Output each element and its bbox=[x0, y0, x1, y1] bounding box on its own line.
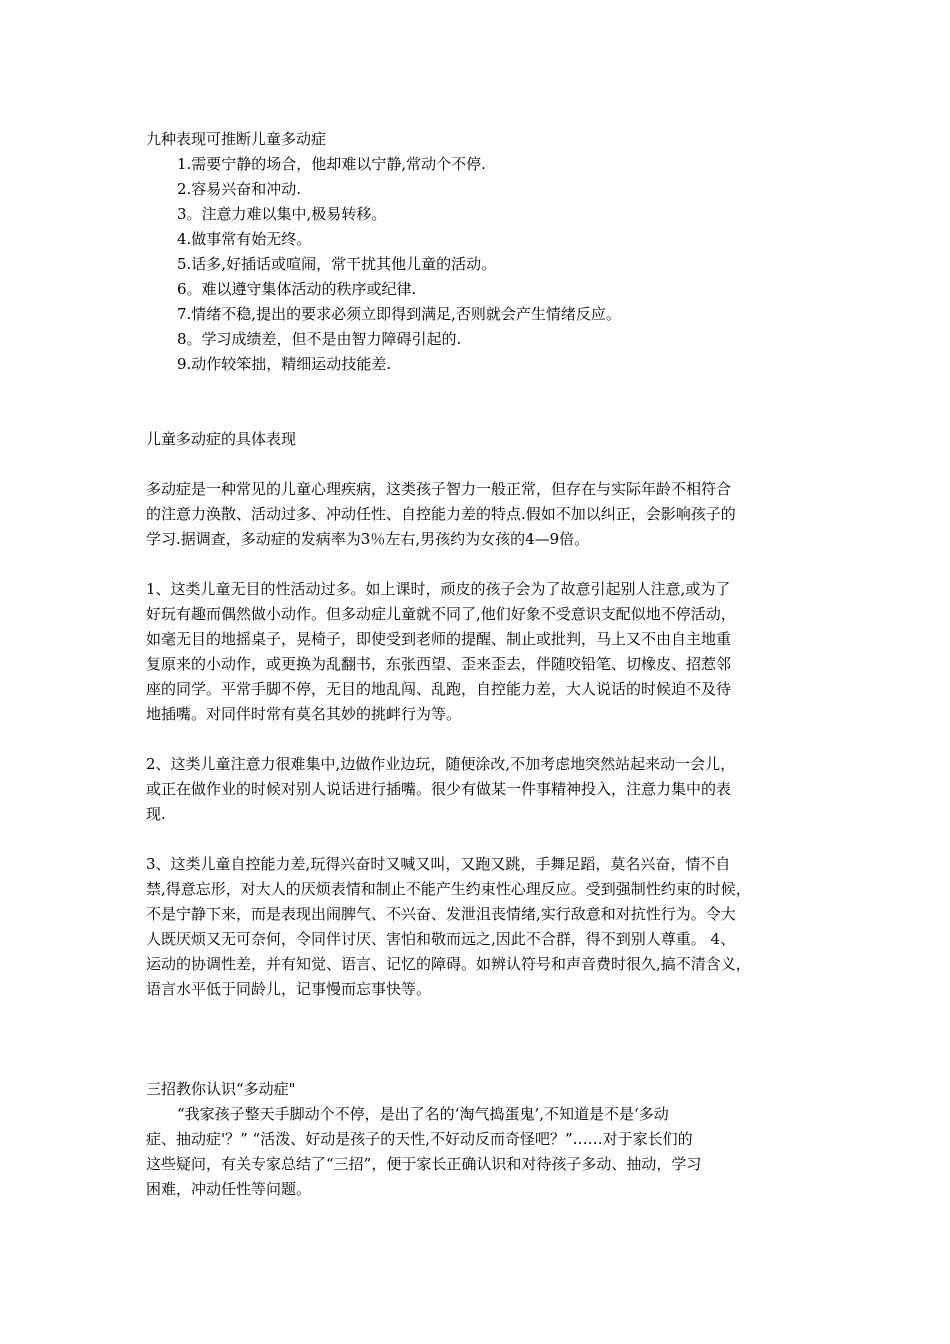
section-title: 九种表现可推断儿童多动症 bbox=[146, 130, 327, 148]
paragraph-line: 这些疑问，有关专家总结了“三招”，便于家长正确认识和对待孩子多动、抽动，学习 bbox=[146, 1155, 702, 1173]
list-item: 8。学习成绩差，但不是由智力障碍引起的. bbox=[177, 330, 462, 348]
paragraph-line: 3、这类儿童自控能力差,玩得兴奋时又喊又叫，又跑又跳，手舞足蹈，莫名兴奋，情不自 bbox=[146, 855, 731, 873]
paragraph-line: “我家孩子整天手脚动个不停，是出了名的‘淘气捣蛋鬼’,不知道是不是‘多动 bbox=[177, 1105, 669, 1123]
paragraph-line: 多动症是一种常见的儿童心理疾病，这类孩子智力一般正常，但存在与实际年龄不相符合 bbox=[146, 480, 732, 498]
paragraph-line: 学习.据调查，多动症的发病率为3％左右,男孩约为女孩的4—9倍。 bbox=[146, 530, 590, 548]
paragraph-line: 语言水平低于同龄儿，记事慢而忘事快等。 bbox=[146, 980, 432, 998]
paragraph-line: 如毫无目的地摇桌子，晃椅子，即使受到老师的提醒、制止或批判，马上又不由自主地重 bbox=[146, 630, 732, 648]
paragraph-line: 现. bbox=[146, 805, 166, 823]
list-item: 4.做事常有始无终。 bbox=[177, 230, 312, 248]
paragraph-line: 或正在做作业的时候对别人说话进行插嘴。很少有做某一件事精神投入，注意力集中的表 bbox=[146, 780, 732, 798]
paragraph-line: 座的同学。平常手脚不停，无目的地乱闯、乱跑，自控能力差，大人说话的时候迫不及待 bbox=[146, 680, 732, 698]
list-item: 5.话多,好插话或喧闹，常干扰其他儿童的活动。 bbox=[177, 255, 497, 273]
list-item: 1.需要宁静的场合，他却难以宁静,常动个不停. bbox=[177, 155, 486, 173]
paragraph-line: 不是宁静下来，而是表现出闹脾气、不兴奋、发泄沮丧情绪,实行敌意和对抗性行为。令大 bbox=[146, 905, 736, 923]
list-item: 7.情绪不稳,提出的要求必须立即得到满足,否则就会产生情绪反应。 bbox=[177, 305, 621, 323]
section-title: 儿童多动症的具体表现 bbox=[146, 430, 297, 448]
paragraph-line: 困难，冲动任性等问题。 bbox=[146, 1180, 312, 1198]
list-item: 3。注意力难以集中,极易转移。 bbox=[177, 205, 387, 223]
paragraph-line: 的注意力涣散、活动过多、冲动任性、自控能力差的特点.假如不加以纠正，会影响孩子的 bbox=[146, 505, 736, 523]
paragraph-line: 禁,得意忘形，对大人的厌烦表情和制止不能产生约束性心理反应。受到强制性约束的时候， bbox=[146, 880, 751, 898]
paragraph-line: 2、这类儿童注意力很难集中,边做作业边玩，随便涂改,不加考虑地突然站起来动一会儿， bbox=[146, 755, 736, 773]
section-title: 三招教你认识“多动症" bbox=[146, 1080, 296, 1098]
paragraph-line: 好玩有趣而偶然做小动作。但多动症儿童就不同了,他们好象不受意识支配似地不停活动， bbox=[146, 605, 736, 623]
paragraph-line: 复原来的小动作，或更换为乱翻书，东张西望、歪来歪去，伴随咬铅笔、切橡皮、招惹邻 bbox=[146, 655, 732, 673]
list-item: 2.容易兴奋和冲动. bbox=[177, 180, 302, 198]
paragraph-line: 人既厌烦又无可奈何，令同伴讨厌、害怕和敬而远之,因此不合群，得不到别人尊重。 4、 bbox=[146, 930, 736, 948]
list-item: 6。难以遵守集体活动的秩序或纪律. bbox=[177, 280, 417, 298]
paragraph-line: 症、抽动症'？” “活泼、好动是孩子的天性,不好动反而奇怪吧？”……对于家长们的 bbox=[146, 1130, 693, 1148]
list-item: 9.动作较笨拙，精细运动技能差. bbox=[177, 355, 392, 373]
paragraph-line: 1、这类儿童无目的性活动过多。如上课时，顽皮的孩子会为了故意引起别人注意,或为了 bbox=[146, 580, 731, 598]
paragraph-line: 运动的协调性差，并有知觉、语言、记忆的障碍。如辨认符号和声音费时很久,搞不清含义， bbox=[146, 955, 751, 973]
paragraph-line: 地插嘴。对同伴时常有莫名其妙的挑衅行为等。 bbox=[146, 705, 462, 723]
